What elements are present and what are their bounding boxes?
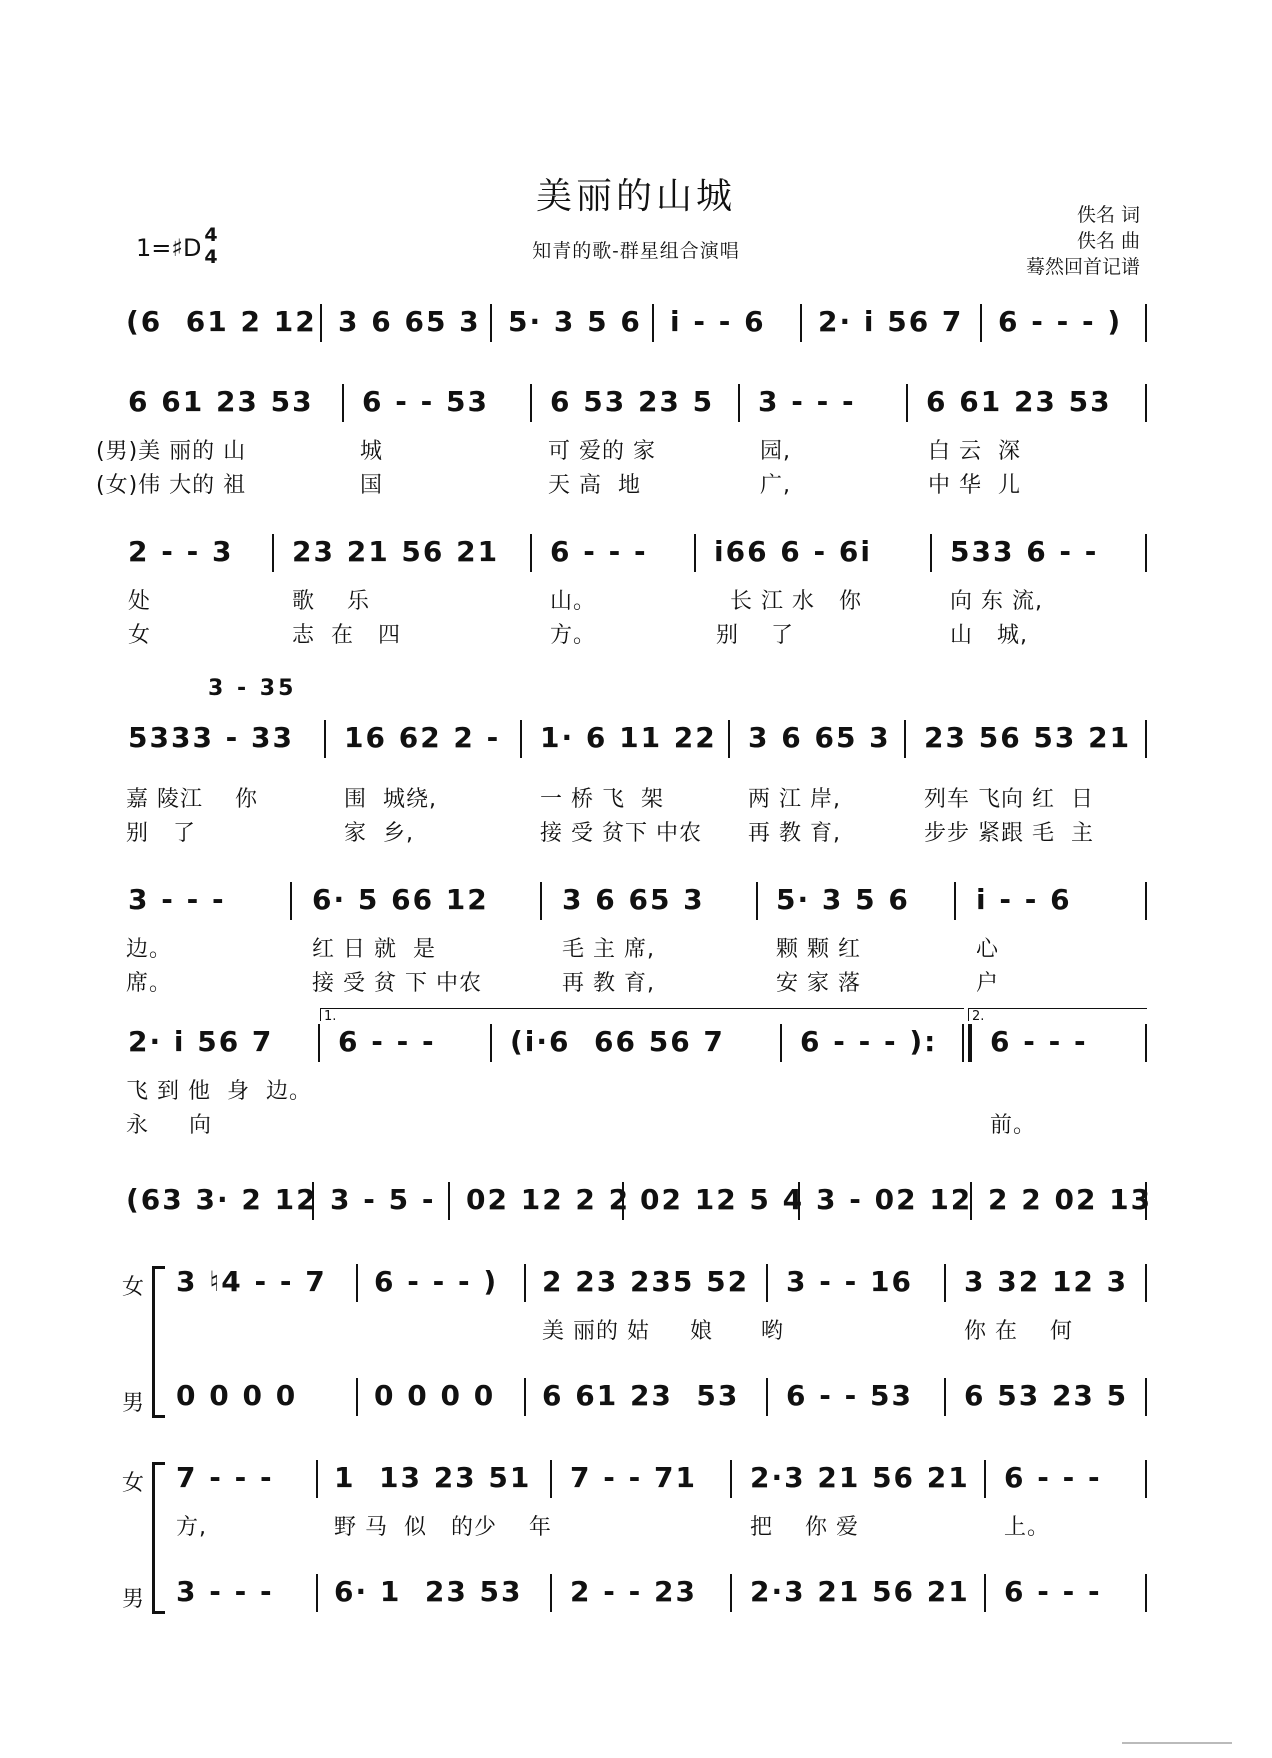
barline (970, 1182, 972, 1220)
measure: 7 - - 71 (570, 1461, 697, 1494)
lyric: 国 (360, 473, 384, 498)
measure: 7 - - - (176, 1461, 274, 1494)
page-footer-mark (1122, 1742, 1232, 1744)
barline (1145, 1182, 1147, 1220)
barline (984, 1460, 986, 1498)
lyric: 红 日 就 是 (312, 937, 436, 962)
measure: 2 - - 3 (128, 535, 234, 568)
lyric: 再 教 育, (562, 971, 655, 996)
barline (766, 1264, 768, 1302)
lyric: 歌 乐 (292, 589, 370, 614)
barline (524, 1378, 526, 1416)
lyric: 两 江 岸, (748, 787, 841, 812)
measure: 6 53 23 5 (550, 385, 715, 418)
barline (550, 1460, 552, 1498)
measure: 6· 5 66 12 (312, 883, 489, 916)
barline (738, 384, 740, 422)
measure: 3 - 5 - (330, 1183, 436, 1216)
barline (906, 384, 908, 422)
measure: 3 - - - (758, 385, 856, 418)
barline (1145, 882, 1147, 920)
barline (1145, 1024, 1147, 1062)
measure: 23 21 56 21 (292, 535, 500, 568)
barline (1145, 1264, 1147, 1302)
volta-1: 1. (320, 1008, 964, 1021)
measure: i - - 6 (670, 305, 766, 338)
measure: 6 - - - ) (998, 305, 1123, 338)
measure: 3 6 65 3 (748, 721, 891, 754)
transcriber-credit: 蓦然回首记谱 (1025, 256, 1140, 278)
lyric: 接 受 贫 下 中农 (312, 971, 482, 996)
lyric: 白 云 深 (928, 439, 1021, 464)
notes-row (0, 380, 1272, 424)
measure: (6 61 2 12 (126, 305, 317, 338)
lyric: 一 桥 飞 架 (540, 787, 664, 812)
measure: 3 6 65 3 (338, 305, 481, 338)
measure: 6 53 23 5 (964, 1379, 1129, 1412)
lyric: 安 家 落 (776, 971, 861, 996)
barline (530, 384, 532, 422)
barline (730, 1460, 732, 1498)
lyric: 上。 (1004, 1515, 1051, 1540)
barline (356, 1378, 358, 1416)
barline (780, 1024, 782, 1062)
lyric: 中 华 儿 (928, 473, 1021, 498)
ossia-notes: 3 - 35 (208, 676, 297, 701)
barline (318, 1024, 320, 1062)
lyric: 你 在 何 (964, 1319, 1073, 1344)
barline (342, 384, 344, 422)
measure: 3 - - - (128, 883, 226, 916)
lyric: 嘉 陵江 你 (126, 787, 258, 812)
barline (798, 1182, 800, 1220)
lyric: 心 (976, 937, 1000, 962)
barline (320, 304, 322, 342)
barline (316, 1460, 318, 1498)
measure: 6 - - - (1004, 1461, 1102, 1494)
measure: 23 56 53 21 (924, 721, 1132, 754)
lyric: 长 江 水 你 (730, 589, 862, 614)
notes-row (0, 1020, 1272, 1064)
barline (954, 882, 956, 920)
time-numerator: 4 (204, 224, 218, 246)
female-notes-row (0, 1260, 1272, 1304)
female-part-label: 女 (122, 1471, 145, 1496)
lyric: 广, (760, 473, 791, 498)
barline (756, 882, 758, 920)
lyric: 别 了 (126, 821, 196, 846)
barline (962, 1024, 964, 1062)
measure: i66 6 - 6i (714, 535, 872, 568)
barline (1145, 1574, 1147, 1612)
barline (312, 1182, 314, 1220)
barline (944, 1378, 946, 1416)
lyric: 颗 颗 红 (776, 937, 861, 962)
male-notes-row (0, 1570, 1272, 1614)
time-signature (202, 224, 220, 268)
notes-row (0, 530, 1272, 574)
lyric: 前。 (990, 1113, 1037, 1138)
barline (622, 1182, 624, 1220)
lyric: 山。 (550, 589, 597, 614)
barline (530, 534, 532, 572)
male-part-label: 男 (122, 1587, 145, 1612)
measure: 6· 1 23 53 (334, 1575, 523, 1608)
male-part-label: 男 (122, 1391, 145, 1416)
barline (524, 1264, 526, 1302)
measure: 2·3 21 56 21 (750, 1461, 970, 1494)
lyric: 美 丽的 姑 娘 哟 (542, 1319, 784, 1344)
barline (1145, 304, 1147, 342)
measure: 2·3 21 56 21 (750, 1575, 970, 1608)
barline (1145, 1378, 1147, 1416)
measure: 3 - 02 12 (816, 1183, 973, 1216)
measure: 2· i 56 7 (818, 305, 964, 338)
barline (356, 1264, 358, 1302)
measure: 02 12 2 2 (466, 1183, 631, 1216)
barline (1145, 384, 1147, 422)
barline (324, 720, 326, 758)
measure: 6 - - - (550, 535, 648, 568)
measure: (63 3· 2 12 (126, 1183, 318, 1216)
barline (694, 534, 696, 572)
barline (316, 1574, 318, 1612)
lyric: 把 你 爱 (750, 1515, 859, 1540)
barline (490, 1024, 492, 1062)
measure: 2· i 56 7 (128, 1025, 274, 1058)
lyric: 可 爱的 家 (548, 439, 656, 464)
barline (930, 534, 932, 572)
lyric: 席。 (126, 971, 173, 996)
measure: 02 12 5 4 (640, 1183, 805, 1216)
measure: 6 - - 53 (786, 1379, 913, 1412)
lyric: 方, (176, 1515, 207, 1540)
lyric: 步步 紧跟 毛 主 (924, 821, 1094, 846)
barline (520, 720, 522, 758)
lyric: (男)美 丽的 山 (96, 439, 247, 464)
lyric: 毛 主 席, (562, 937, 655, 962)
measure: 6 - - - ): (800, 1025, 938, 1058)
lyric: 永 向 (126, 1113, 212, 1138)
composer-credit: 佚名 曲 (1076, 230, 1140, 252)
measure: 3 - - 16 (786, 1265, 913, 1298)
barline (800, 304, 802, 342)
barline (728, 720, 730, 758)
lyric: 别 了 (716, 623, 794, 648)
lyric: 野 马 似 的少 年 (334, 1515, 552, 1540)
barline (1145, 1460, 1147, 1498)
measure: 0 0 0 0 (374, 1379, 496, 1412)
barline (968, 1024, 972, 1062)
volta-2: 2. (968, 1008, 1147, 1021)
lyric: 户 (976, 971, 1000, 996)
barline (540, 882, 542, 920)
measure: 6 61 23 53 (542, 1379, 740, 1412)
barline (904, 720, 906, 758)
measure: 6 - - - ) (374, 1265, 499, 1298)
measure: 2 2 02 13 (988, 1183, 1153, 1216)
barline (272, 534, 274, 572)
barline (550, 1574, 552, 1612)
lyric: 飞 到 他 身 边。 (126, 1079, 312, 1104)
time-denominator: 4 (204, 246, 218, 268)
female-part-label: 女 (122, 1275, 145, 1300)
measure: i - - 6 (976, 883, 1072, 916)
barline (944, 1264, 946, 1302)
lyric: 向 东 流, (950, 589, 1043, 614)
measure: 6 - - - (990, 1025, 1088, 1058)
barline (980, 304, 982, 342)
measure: 3 ♮4 - - 7 (176, 1265, 327, 1298)
barline (290, 882, 292, 920)
measure: 3 6 65 3 (562, 883, 705, 916)
barline (490, 304, 492, 342)
measure: 2 - - 23 (570, 1575, 697, 1608)
barline (730, 1574, 732, 1612)
measure: 1· 6 11 22 (540, 721, 717, 754)
barline (1145, 534, 1147, 572)
male-notes-row (0, 1374, 1272, 1418)
lyric: 处 (128, 589, 152, 614)
lyric: 列车 飞向 红 日 (924, 787, 1094, 812)
barline (766, 1378, 768, 1416)
measure: 6 - - - (1004, 1575, 1102, 1608)
measure: 5333 - 33 (128, 721, 295, 754)
lyric: 城 (360, 439, 384, 464)
measure: 5· 3 5 6 (508, 305, 642, 338)
notes-row (0, 716, 1272, 760)
lyric: 天 高 地 (548, 473, 641, 498)
lyric: 志 在 四 (292, 623, 401, 648)
measure: 6 - - 53 (362, 385, 489, 418)
song-title: 美丽的山城 (535, 176, 736, 217)
lyric: 接 受 贫下 中农 (540, 821, 702, 846)
measure: 3 - - - (176, 1575, 274, 1608)
female-notes-row (0, 1456, 1272, 1500)
measure: 0 0 0 0 (176, 1379, 298, 1412)
measure: 5· 3 5 6 (776, 883, 910, 916)
measure: 533 6 - - (950, 535, 1099, 568)
lyric: 女 (128, 623, 152, 648)
lyric: 方。 (550, 623, 597, 648)
measure: 6 61 23 53 (128, 385, 314, 418)
lyric: 围 城绕, (344, 787, 437, 812)
barline (448, 1182, 450, 1220)
measure: 6 61 23 53 (926, 385, 1112, 418)
lyric: 园, (760, 439, 791, 464)
lyric: 家 乡, (344, 821, 414, 846)
lyric: 山 城, (950, 623, 1028, 648)
lyricist-credit: 佚名 词 (1076, 204, 1140, 226)
barline (984, 1574, 986, 1612)
barline (1145, 720, 1147, 758)
measure: 3 32 12 3 (964, 1265, 1129, 1298)
measure: 6 - - - (338, 1025, 436, 1058)
performer-subtitle: 知青的歌-群星组合演唱 (532, 240, 740, 262)
measure: 2 23 235 52 (542, 1265, 750, 1298)
key-signature: 1=♯D (136, 234, 202, 262)
lyric: (女)伟 大的 祖 (96, 473, 247, 498)
lyric: 再 教 育, (748, 821, 841, 846)
notes-row (0, 1178, 1272, 1222)
notes-row (0, 878, 1272, 922)
measure: (i·6 66 56 7 (510, 1025, 725, 1058)
notes-row (0, 300, 1272, 344)
measure: 1 13 23 51 (334, 1461, 532, 1494)
barline (652, 304, 654, 342)
measure: 16 62 2 - (344, 721, 501, 754)
lyric: 边。 (126, 937, 173, 962)
